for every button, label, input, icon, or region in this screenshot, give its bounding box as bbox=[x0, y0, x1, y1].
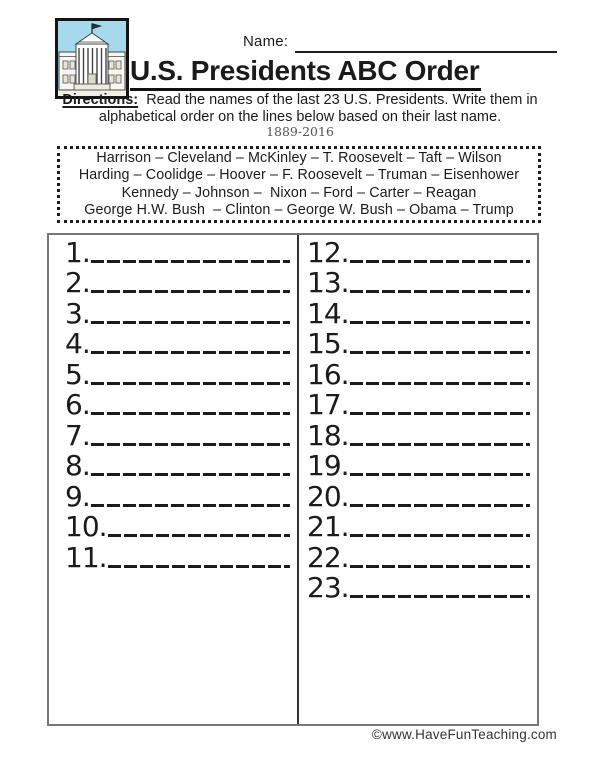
answer-blank-line[interactable] bbox=[350, 351, 530, 354]
answer-number: 14. bbox=[307, 296, 349, 330]
footer-credit: ©www.HaveFunTeaching.com bbox=[371, 727, 557, 742]
answer-row bbox=[307, 480, 532, 511]
answer-number: 21. bbox=[307, 510, 349, 543]
answer-row bbox=[307, 267, 532, 298]
answer-blank-line[interactable] bbox=[91, 473, 290, 476]
answer-number: 1. bbox=[65, 235, 90, 269]
answer-blank-line[interactable] bbox=[108, 534, 290, 537]
answer-row bbox=[65, 541, 292, 572]
answer-blank-line[interactable] bbox=[91, 351, 290, 354]
answer-row bbox=[65, 419, 292, 450]
answer-number: 9. bbox=[65, 479, 90, 513]
directions-line-2: alphabetical order on the lines below based on their last name. bbox=[98, 108, 502, 125]
answer-number: 4. bbox=[65, 327, 90, 360]
answer-number: 18. bbox=[307, 418, 349, 452]
answer-row bbox=[307, 389, 532, 420]
answer-number: 17. bbox=[307, 388, 349, 421]
answer-number: 11. bbox=[65, 540, 107, 574]
answer-number: 10. bbox=[65, 510, 107, 543]
answer-column-left bbox=[49, 235, 299, 724]
answer-row bbox=[307, 511, 532, 542]
answer-row bbox=[307, 419, 532, 450]
answer-row bbox=[65, 358, 292, 389]
answer-blank-line[interactable] bbox=[350, 321, 530, 324]
answer-number: 2. bbox=[65, 266, 90, 299]
answer-blank-line[interactable] bbox=[91, 260, 290, 263]
answer-blank-line[interactable] bbox=[350, 260, 530, 263]
answer-blank-line[interactable] bbox=[91, 290, 290, 293]
word-bank-line: Harrison – Cleveland – McKinley – T. Roosevelt – Taft – Wilson bbox=[96, 150, 502, 167]
answer-blank-line[interactable] bbox=[91, 321, 290, 324]
white-house-icon bbox=[55, 18, 129, 99]
answer-row bbox=[307, 328, 532, 359]
name-blank-line[interactable] bbox=[295, 31, 557, 53]
answer-blank-line[interactable] bbox=[350, 382, 530, 385]
answer-blank-line[interactable] bbox=[108, 565, 290, 568]
answer-row bbox=[65, 297, 292, 328]
white-house-image bbox=[55, 18, 129, 99]
answer-number: 5. bbox=[65, 357, 90, 391]
answer-number: 15. bbox=[307, 327, 349, 360]
answer-blank-line[interactable] bbox=[350, 565, 530, 568]
word-bank-box bbox=[57, 146, 541, 223]
answer-number: 19. bbox=[307, 449, 349, 482]
answer-blank-line[interactable] bbox=[350, 443, 530, 446]
word-bank-line: George H.W. Bush – Clinton – George W. Bush – Obama – Trump bbox=[84, 201, 514, 218]
word-bank-line: Harding – Coolidge – Hoover – F. Roosevelt – Truman – Eisenhower bbox=[78, 167, 520, 184]
answer-blank-line[interactable] bbox=[91, 412, 290, 415]
word-bank-line: Kennedy – Johnson – Nixon – Ford – Carter – Reagan bbox=[121, 184, 477, 201]
answer-number: 22. bbox=[307, 540, 349, 574]
directions-line-1 bbox=[0, 92, 600, 109]
answer-row bbox=[307, 358, 532, 389]
answer-row bbox=[65, 450, 292, 481]
name-label: Name: bbox=[243, 33, 289, 50]
answer-row bbox=[65, 328, 292, 359]
answer-number: 23. bbox=[307, 571, 349, 604]
answer-blank-line[interactable] bbox=[91, 504, 290, 507]
answer-row bbox=[307, 297, 532, 328]
directions bbox=[0, 92, 600, 125]
answer-row bbox=[65, 236, 292, 267]
answer-number: 16. bbox=[307, 357, 349, 391]
answer-blank-line[interactable] bbox=[91, 382, 290, 385]
answer-blank-line[interactable] bbox=[350, 534, 530, 537]
answer-blank-line[interactable] bbox=[350, 290, 530, 293]
directions-text-1: Read the names of the last 23 U.S. Presidents. Write them in bbox=[146, 92, 538, 108]
answer-row bbox=[65, 267, 292, 298]
answer-blank-line[interactable] bbox=[350, 473, 530, 476]
answer-box bbox=[47, 233, 539, 726]
page-title: U.S. Presidents ABC Order bbox=[130, 55, 481, 91]
year-range: 1889-2016 bbox=[266, 124, 334, 139]
answer-blank-line[interactable] bbox=[350, 412, 530, 415]
answer-row bbox=[65, 480, 292, 511]
answer-row bbox=[307, 450, 532, 481]
answer-number: 12. bbox=[307, 235, 349, 269]
answer-row bbox=[307, 572, 532, 603]
answer-number: 20. bbox=[307, 479, 349, 513]
answer-number: 6. bbox=[65, 388, 90, 421]
answer-number: 3. bbox=[65, 296, 90, 330]
answer-number: 13. bbox=[307, 266, 349, 299]
answer-blank-line[interactable] bbox=[350, 595, 530, 598]
answer-blank-line[interactable] bbox=[91, 443, 290, 446]
answer-column-right bbox=[299, 235, 537, 724]
answer-row bbox=[65, 511, 292, 542]
answer-blank-line[interactable] bbox=[350, 504, 530, 507]
answer-row bbox=[65, 389, 292, 420]
answer-number: 8. bbox=[65, 449, 90, 482]
answer-row bbox=[307, 236, 532, 267]
answer-number: 7. bbox=[65, 418, 90, 452]
answer-row bbox=[307, 541, 532, 572]
directions-label: Directions: bbox=[62, 92, 139, 108]
name-row bbox=[243, 31, 557, 53]
